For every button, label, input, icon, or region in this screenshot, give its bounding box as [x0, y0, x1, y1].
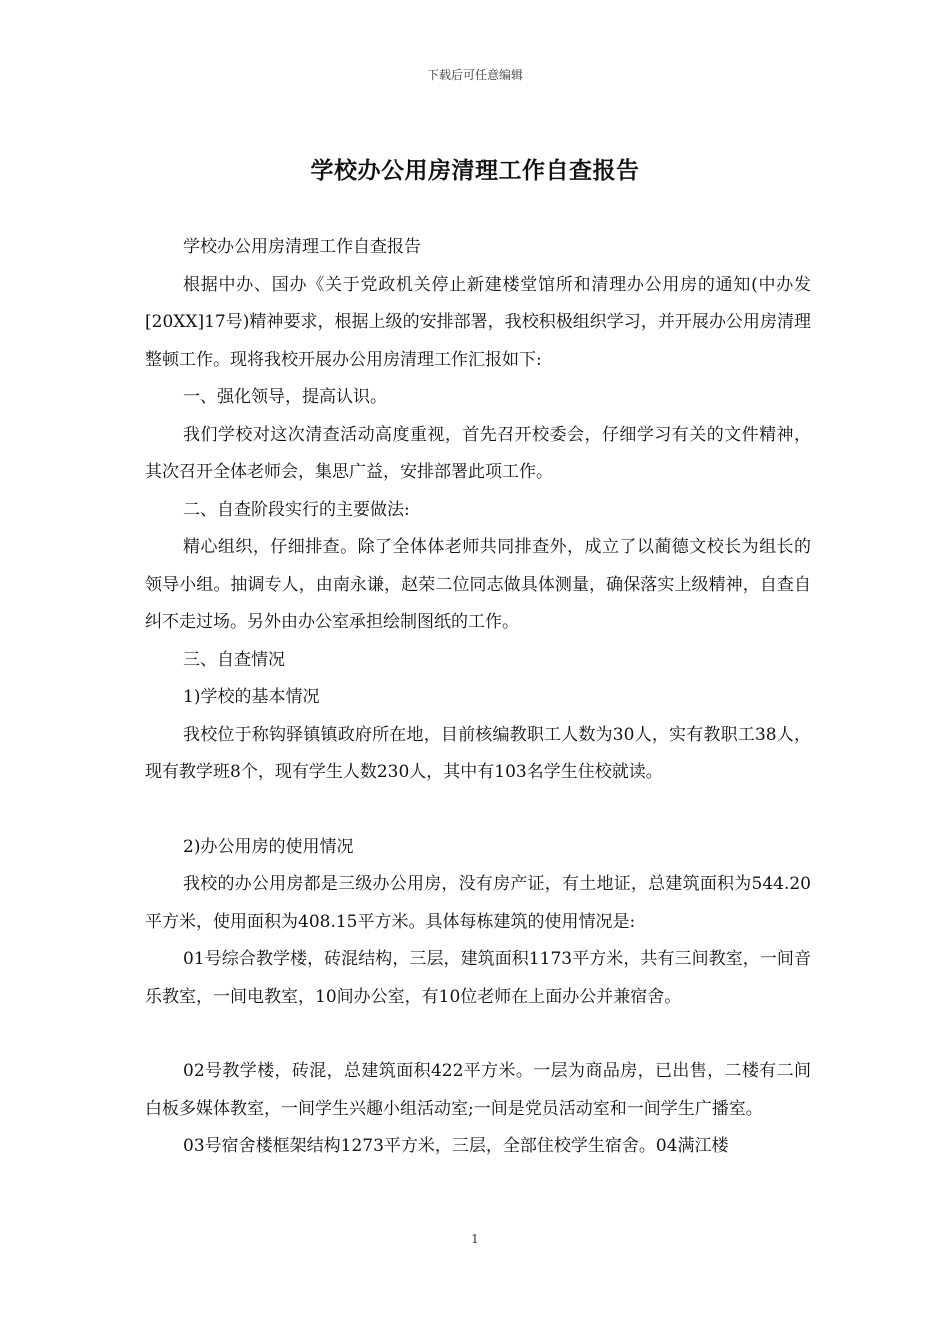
subheading-office-usage: 2)办公用房的使用情况: [183, 836, 354, 857]
subheading-basic-info: 1)学校的基本情况: [183, 687, 320, 707]
page-number: 1: [471, 1232, 479, 1246]
document-body: [145, 229, 811, 1166]
paragraph-building-02: 02号教学楼，砖混，总建筑面积422平方米。一层为商品房，已出售，二楼有二间白板多媒体教室，一间学生兴趣小组活动室;一间是党员活动室和一间学生广播室。: [145, 1061, 811, 1119]
section-heading-3: 三、自查情况: [183, 649, 285, 670]
page-header: 下载后可任意编辑: [426, 68, 523, 82]
section-heading-2: 二、自查阶段实行的主要做法:: [183, 499, 410, 520]
paragraph-methods: 精心组织，仔细排查。除了全体体老师共同排查外，成立了以蔺德文校长为组长的领导小组。抽调专人，由南永谦，赵荣二位同志做具体测量，确保落实上级精神，自查自纠不走过场。另外由办公室承担绘制图纸的工作。: [145, 537, 811, 632]
document-title: 学校办公用房清理工作自查报告: [310, 157, 640, 184]
paragraph-basic-info: 我校位于称钩驿镇镇政府所在地，目前核编教职工人数为30人，实有教职工38人，现有教学班8个，现有学生人数230人，其中有103名学生住校就读。: [145, 724, 811, 782]
paragraph-office-usage: 我校的办公用房都是三级办公用房，没有房产证，有土地证，总建筑面积为544.20平方米，使用面积为408.15平方米。具体每栋建筑的使用情况是:: [145, 874, 811, 932]
paragraph-building-03: 03号宿舍楼框架结构1273平方米，三层，全部住校学生宿舍。04满江楼: [183, 1136, 729, 1156]
paragraph-building-01: 01号综合教学楼，砖混结构，三层，建筑面积1173平方米，共有三间教室，一间音乐教室，一间电教室，10间办公室，有10位老师在上面办公并兼宿舍。: [145, 949, 811, 1007]
paragraph-intro: 根据中办、国办《关于党政机关停止新建楼堂馆所和清理办公用房的通知(中办发[20XX]17号)精神要求，根据上级的安排部署，我校积极组织学习，并开展办公用房清理整顿工作。现将我校开展办公用房清理工作汇报如下:: [145, 274, 811, 370]
section-heading-1: 一、强化领导，提高认识。: [183, 387, 387, 407]
paragraph-leadership: 我们学校对这次清查活动高度重视，首先召开校委会，仔细学习有关的文件精神，其次召开全体老师会，集思广益，安排部署此项工作。: [145, 424, 811, 482]
paragraph-subtitle: 学校办公用房清理工作自查报告: [183, 237, 421, 257]
